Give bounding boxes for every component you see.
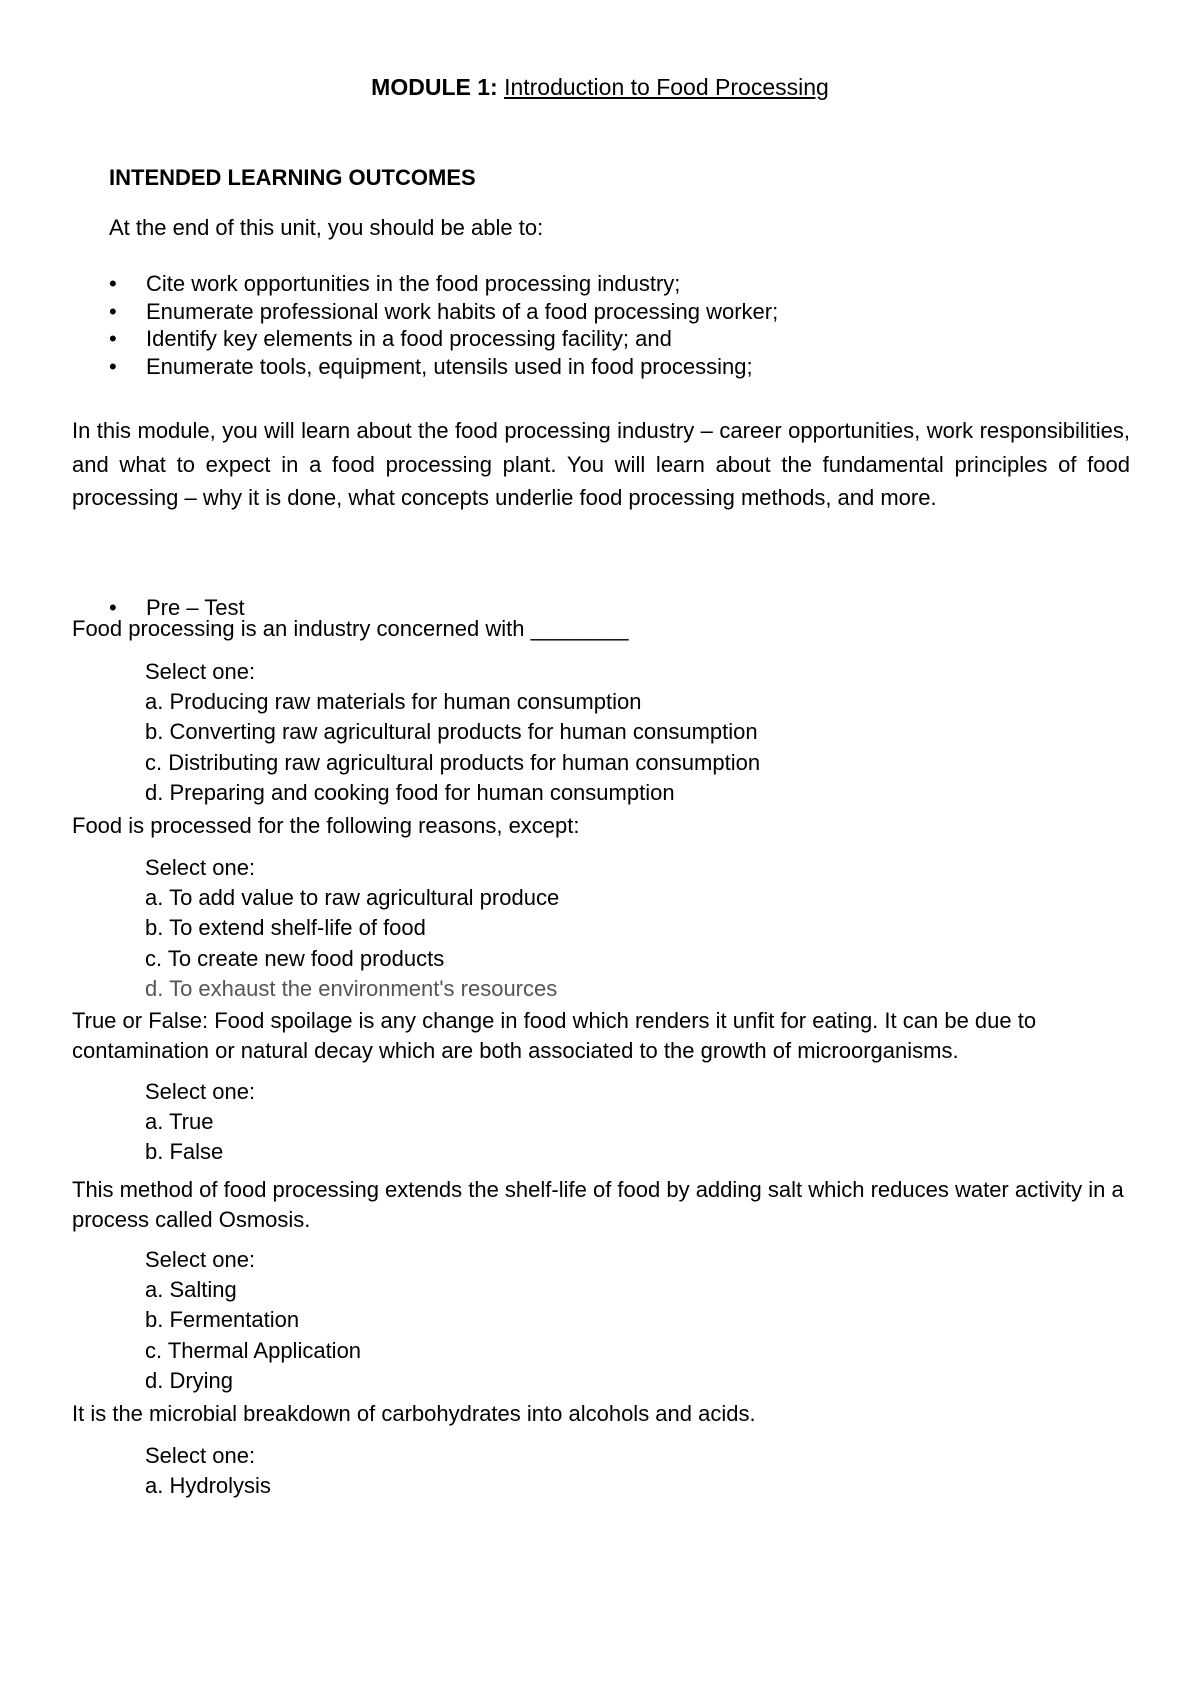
answer-option[interactable]: b. False: [145, 1139, 224, 1165]
question-options: [145, 1441, 271, 1501]
outcome-item: • Cite work opportunities in the food processing industry;: [109, 271, 681, 296]
answer-option[interactable]: c. Distributing raw agricultural products for human consumption: [145, 749, 761, 775]
module-label: MODULE 1:: [371, 74, 498, 100]
outcome-item: • Enumerate professional work habits of a food processing worker;: [109, 298, 779, 324]
answer-option[interactable]: a. Hydrolysis: [145, 1473, 271, 1499]
question-prompt: This method of food processing extends the shelf-life of food by adding salt which reduces water activity in a process called Osmosis.: [72, 1177, 1124, 1232]
answer-option[interactable]: b. Converting raw agricultural products for human consumption: [145, 719, 758, 745]
question-prompt: Food processing is an industry concerned with ________: [72, 616, 629, 641]
answer-option[interactable]: b. Fermentation: [145, 1307, 300, 1333]
bullet-icon: •: [109, 595, 117, 620]
answer-option[interactable]: d. To exhaust the environment's resources: [145, 975, 558, 1001]
question-options: [145, 1077, 255, 1168]
question-options: [145, 853, 559, 1004]
question-prompt: It is the microbial breakdown of carbohydrates into alcohols and acids.: [72, 1401, 756, 1426]
question-prompt: Food is processed for the following reasons, except:: [72, 813, 580, 838]
question-options: [145, 657, 760, 808]
answer-option[interactable]: a. To add value to raw agricultural produce: [145, 885, 560, 911]
select-one-label: Select one:: [145, 1247, 256, 1272]
module-intro-paragraph: In this module, you will learn about the food processing industry – career opportunities, work responsibilities, and what to expect in a food processing plant. You will learn about the fundamental principles of food processing – why it is done, what concepts underlie food processing methods, and more.: [72, 418, 1130, 510]
answer-option[interactable]: a. Producing raw materials for human consumption: [145, 689, 642, 715]
outcomes-list: [109, 270, 778, 380]
outcome-item: • Enumerate tools, equipment, utensils used in food processing;: [109, 353, 753, 379]
question-prompt: True or False: Food spoilage is any change in food which renders it unfit for eating. It can be due to contamination or natural decay which are both associated to the growth of microorganisms.: [72, 1008, 1037, 1063]
bullet-icon: •: [109, 326, 117, 351]
select-one-label: Select one:: [145, 855, 256, 880]
answer-option[interactable]: d. Drying: [145, 1367, 234, 1393]
answer-option[interactable]: b. To extend shelf-life of food: [145, 915, 426, 941]
outcomes-intro: At the end of this unit, you should be able to:: [109, 215, 544, 240]
outcomes-heading: INTENDED LEARNING OUTCOMES: [109, 165, 476, 190]
select-one-label: Select one:: [145, 1443, 256, 1468]
answer-option[interactable]: a. Salting: [145, 1277, 237, 1303]
bullet-icon: •: [109, 298, 117, 324]
select-one-label: Select one:: [145, 659, 256, 684]
select-one-label: Select one:: [145, 1079, 256, 1104]
outcome-item: • Identify key elements in a food processing facility; and: [109, 326, 672, 351]
bullet-icon: •: [109, 271, 117, 296]
answer-option[interactable]: a. True: [145, 1109, 214, 1135]
answer-option[interactable]: c. Thermal Application: [145, 1337, 362, 1363]
pretest-heading: • Pre – Test: [109, 595, 245, 620]
bullet-icon: •: [109, 353, 117, 379]
answer-option[interactable]: d. Preparing and cooking food for human consumption: [145, 779, 675, 805]
answer-option[interactable]: c. To create new food products: [145, 945, 445, 971]
module-name: Introduction to Food Processing: [504, 74, 829, 100]
module-title: [0, 72, 1200, 102]
question-options: [145, 1245, 361, 1396]
